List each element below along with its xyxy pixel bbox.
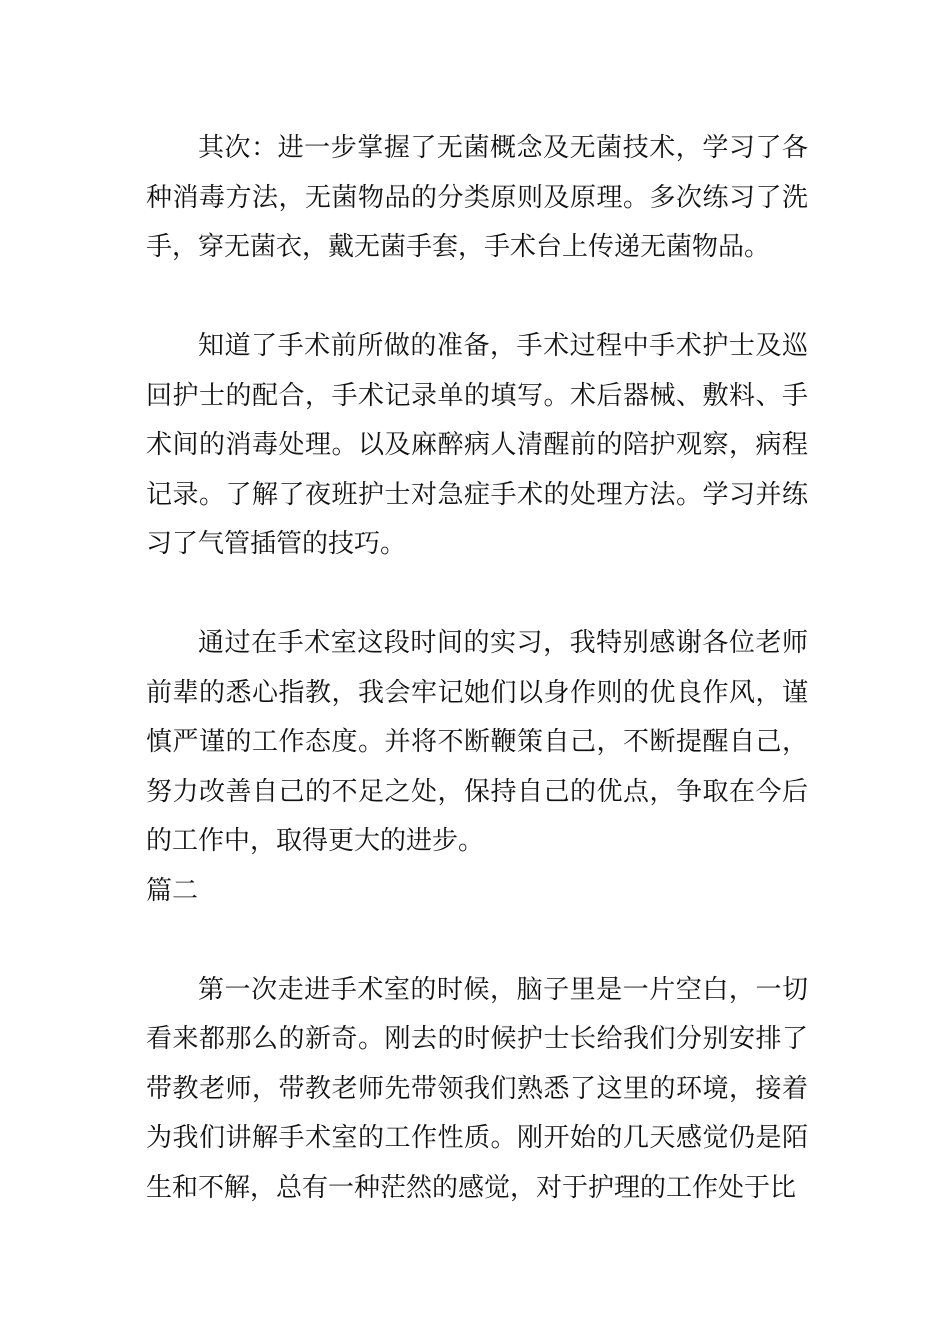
paragraph-spacer [146, 273, 808, 323]
section-paragraph-1: 第一次走进手术室的时候，脑子里是一片空白，一切看来都那么的新奇。刚去的时候护士长给我们分别安排了带教老师，带教老师先带领我们熟悉了这里的环境，接着为我们讲解手术室的工作性质。刚开始的几天感觉仍是陌生和不解，总有一种茫然的感觉，对于护理的工作处于比 [146, 974, 808, 1203]
paragraph-spacer [146, 570, 808, 620]
paragraph-3: 通过在手术室这段时间的实习，我特别感谢各位老师前辈的悉心指教，我会牢记她们以身作则的优良作风，谨慎严谨的工作态度。并将不断鞭策自己，不断提醒自己，努力改善自己的不足之处，保持自己的优点，争取在今后的工作中，取得更大的进步。 [146, 628, 808, 856]
paragraph-spacer [146, 916, 808, 966]
section-label: 篇二 [146, 875, 199, 906]
paragraph-2: 知道了手术前所做的准备，手术过程中手术护士及巡回护士的配合，手术记录单的填写。术后器械、敷料、手术间的消毒处理。以及麻醉病人清醒前的陪护观察，病程记录。了解了夜班护士对急症手术的处理方法。学习并练习了气管插管的技巧。 [146, 331, 808, 559]
document-body [146, 124, 808, 1213]
paragraph-1: 其次：进一步掌握了无菌概念及无菌技术，学习了各种消毒方法，无菌物品的分类原则及原理。多次练习了洗手，穿无菌衣，戴无菌手套，手术台上传递无菌物品。 [146, 133, 808, 262]
